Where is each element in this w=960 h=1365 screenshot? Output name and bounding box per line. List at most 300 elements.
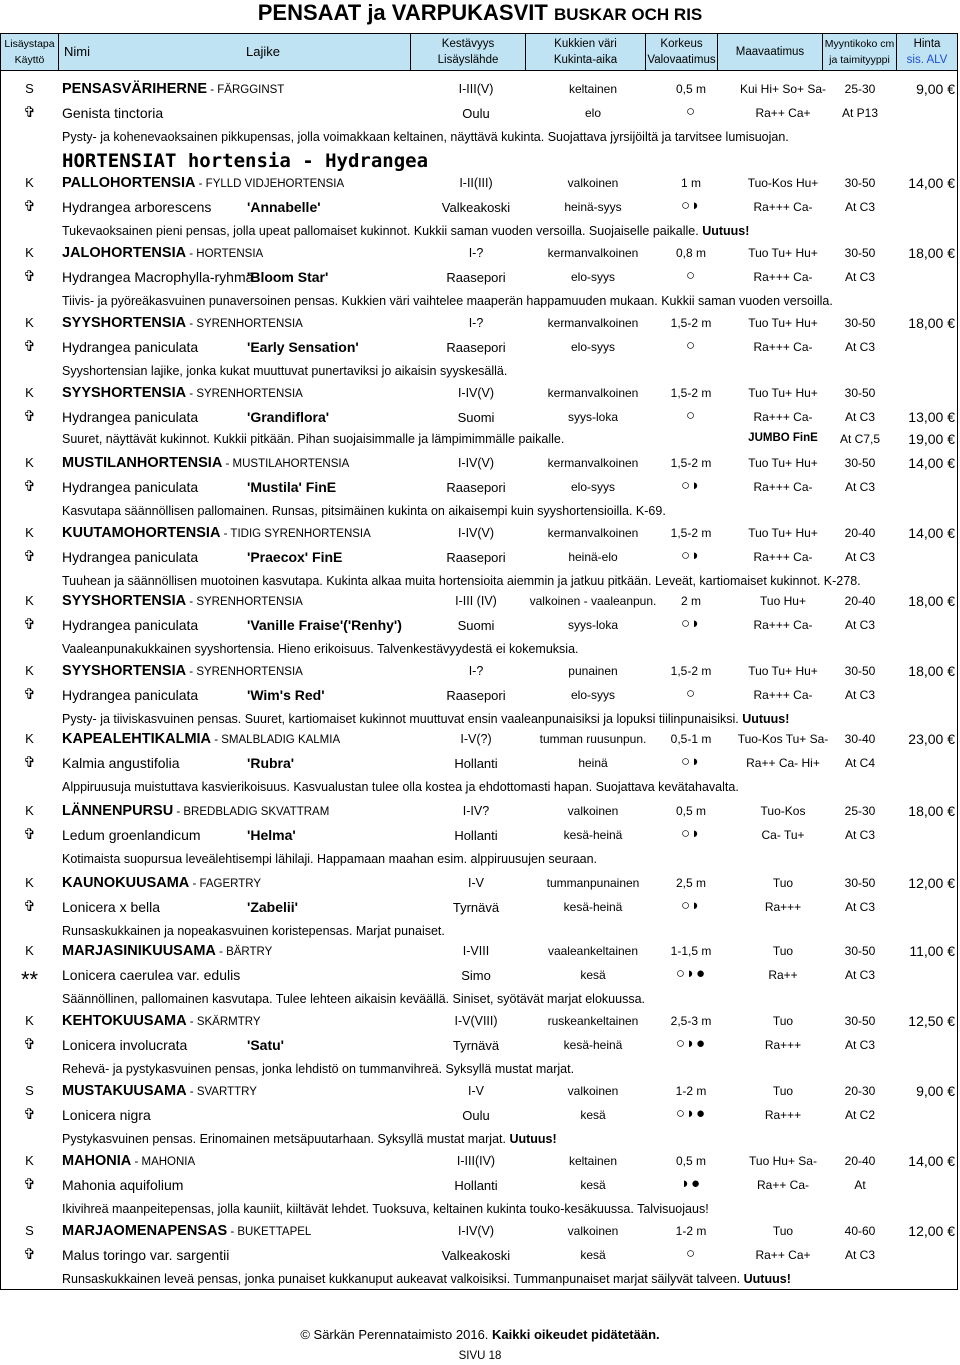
propagation-code: K — [25, 803, 34, 818]
bloom-time: kesä — [580, 1108, 606, 1122]
list-item — [1, 1103, 957, 1126]
flower-color: valkoinen - vaaleanpun. — [529, 594, 657, 608]
cultivar: 'Grandiflora' — [247, 409, 330, 425]
header-flower: Kukkien väri Kukinta-aika — [525, 34, 645, 70]
plant-name: KAPEALEHTIKALMIA - SMALBLADIG KALMIA — [62, 731, 341, 747]
soil-requirement-2: Ra++ Ca- Hi+ — [746, 756, 820, 770]
light-requirement-icon: ○◗ — [680, 615, 702, 632]
propagation-code: K — [25, 1013, 34, 1028]
plant-name: JALOHORTENSIA - HORTENSIA — [62, 245, 264, 261]
bloom-time: heinä-syys — [564, 200, 622, 214]
plant-type: At C3 — [844, 828, 875, 842]
plant-type: At C3 — [844, 270, 875, 284]
section-heading: HORTENSIAT hortensia - Hydrangea — [62, 150, 429, 172]
table-header — [0, 33, 958, 71]
soil-requirement-2: Ra+++ Ca- — [753, 550, 813, 564]
cultivar: 'Mustila' FinE — [247, 479, 337, 495]
plant-icon: ✞ — [23, 198, 36, 215]
propagation-source: Valkeakoski — [441, 1248, 511, 1263]
list-item — [1, 895, 957, 918]
plant-icon: ✞ — [23, 1246, 36, 1263]
bloom-time: kesä-heinä — [563, 1038, 623, 1052]
soil-requirement: Tuo Tu+ Hu+ — [748, 664, 818, 678]
bloom-time: syys-loka — [567, 618, 618, 632]
plant-table — [0, 71, 958, 1290]
sale-size: 30-50 — [844, 456, 876, 470]
propagation-code: K — [25, 943, 34, 958]
propagation-code: K — [25, 315, 34, 330]
soil-requirement: Kui Hi+ So+ Sa- — [739, 82, 827, 96]
propagation-source: Hollanti — [454, 756, 498, 771]
plant-icon: ✞ — [23, 1176, 36, 1193]
light-requirement-icon: ○◗● — [675, 965, 707, 982]
latin-name: Kalmia angustifolia — [62, 755, 180, 771]
propagation-source: Oulu — [462, 106, 490, 121]
flower-color: kermanvalkoinen — [547, 246, 639, 260]
plant-name: SYYSHORTENSIA - SYRENHORTENSIA — [62, 315, 303, 331]
propagation-code: K — [25, 525, 34, 540]
list-item — [1, 1079, 957, 1102]
plant-height: 1-1,5 m — [670, 944, 712, 958]
propagation-code: K — [25, 245, 34, 260]
light-requirement-icon: ○◗● — [675, 1035, 707, 1052]
plant-icon: ✞ — [23, 754, 36, 771]
soil-requirement-2: Ra++ Ca- — [756, 1178, 810, 1192]
hardiness: I-? — [468, 316, 484, 330]
propagation-code: S — [25, 1083, 34, 1098]
propagation-source: Oulu — [462, 1108, 490, 1123]
header-hardiness: Kestävyys Lisäyslähde — [410, 34, 525, 70]
plant-name: KEHTOKUUSAMA - SKÄRMTRY — [62, 1013, 261, 1029]
plant-height: 1,5-2 m — [670, 526, 712, 540]
propagation-source: Hollanti — [454, 828, 498, 843]
plant-height: 1,5-2 m — [670, 456, 712, 470]
description: Pysty- ja kohenevaoksainen pikkupensas, jolla voimakkaan keltainen, näyttävä kukinta. Suojattava jyrsijöiltä ja tarvitsee lumisuojan. — [62, 130, 789, 144]
flower-color: keltainen — [568, 82, 618, 96]
latin-name: Lonicera nigra — [62, 1107, 151, 1123]
soil-requirement-2: Ra+++ Ca- — [753, 618, 813, 632]
description-row — [1, 219, 957, 242]
description-row — [1, 499, 957, 522]
soil-requirement-2: Ca- Tu+ — [761, 828, 805, 842]
flower-color: ruskeankeltainen — [547, 1014, 639, 1028]
propagation-source: Hollanti — [454, 1178, 498, 1193]
hardiness: I-V(VIII) — [454, 1014, 498, 1028]
cultivar: 'Bloom Star' — [247, 269, 329, 285]
plant-height: 1-2 m — [675, 1224, 707, 1238]
description: Pystykasvuinen pensas. Erinomainen metsäpuutarhaan. Syksyllä mustat marjat. Uutuus! — [62, 1132, 557, 1146]
latin-name: Lonicera involucrata — [62, 1037, 188, 1053]
plant-height: 0,5-1 m — [670, 732, 712, 746]
plant-name: MUSTAKUUSAMA - SVARTTRY — [62, 1083, 257, 1099]
plant-type: At C3 — [844, 1248, 875, 1262]
page-number: SIVU 18 — [458, 1350, 502, 1362]
description: Tiivis- ja pyöreäkasvuinen punaversoinen pensas. Kukkien väri vaihtelee maaperän happamuuden mukaan. Kukkii saman vuoden versoilla. — [62, 294, 833, 308]
light-requirement-icon: ○ — [685, 103, 697, 120]
plant-type: At P13 — [841, 106, 879, 120]
hardiness: I-V — [468, 1084, 484, 1098]
plant-type: At C3 — [844, 550, 875, 564]
list-item — [1, 381, 957, 404]
latin-name: Ledum groenlandicum — [62, 827, 201, 843]
propagation-code: S — [25, 81, 34, 96]
soil-requirement-2: Ra+++ Ca- — [753, 340, 813, 354]
plant-type: At C4 — [844, 756, 875, 770]
price: 19,00 € — [908, 431, 955, 447]
price: 9,00 € — [916, 81, 955, 97]
sale-size: 30-50 — [844, 664, 876, 678]
list-item — [1, 1033, 957, 1056]
plant-type: At C3 — [844, 900, 875, 914]
hardiness: I-IV? — [462, 804, 490, 818]
hardiness: I-III(IV) — [456, 1154, 496, 1168]
hardiness: I-? — [468, 664, 484, 678]
header-name: Nimi — [58, 34, 240, 70]
description: Kotimaista suopursua leveälehtisempi lähilaji. Happamaan maahan esim. alppiruusujen seuraan. — [62, 852, 598, 866]
flower-color: kermanvalkoinen — [547, 526, 639, 540]
plant-icon: ✞ — [23, 616, 36, 633]
footer-copyright: © Särkän Perennataimisto 2016. — [300, 1327, 489, 1342]
plant-height: 2 m — [680, 594, 701, 608]
latin-name: Hydrangea paniculata — [62, 479, 199, 495]
flower-color: valkoinen — [567, 1224, 619, 1238]
list-item — [1, 799, 957, 822]
bloom-time: kesä-heinä — [563, 828, 623, 842]
light-requirement-icon: ○ — [685, 337, 697, 354]
plant-name: MUSTILANHORTENSIA - MUSTILAHORTENSIA — [62, 455, 350, 471]
cultivar: 'Rubra' — [247, 755, 295, 771]
hardiness: I-IV(V) — [457, 386, 495, 400]
cultivar: 'Zabelii' — [247, 899, 299, 915]
header-price: Hinta sis. ALV — [896, 34, 957, 70]
propagation-source: Raasepori — [446, 480, 506, 495]
propagation-source: Suomi — [457, 618, 495, 633]
plant-name: SYYSHORTENSIA - SYRENHORTENSIA — [62, 385, 303, 401]
flower-color: keltainen — [568, 1154, 618, 1168]
soil-requirement: Tuo Tu+ Hu+ — [748, 526, 818, 540]
price: 18,00 € — [908, 245, 955, 261]
description-row — [1, 987, 957, 1010]
list-item — [1, 1219, 957, 1242]
propagation-code: K — [25, 663, 34, 678]
description-row — [1, 637, 957, 660]
plant-name: LÄNNENPURSU - BREDBLADIG SKVATTRAM — [62, 803, 330, 819]
soil-requirement-2: Ra+++ Ca- — [753, 200, 813, 214]
price: 18,00 € — [908, 315, 955, 331]
list-item — [1, 1173, 957, 1196]
description: Tukevaoksainen pieni pensas, jolla upeat pallomaiset kukinnot. Kukkii saman vuoden versoilla. Suojaiselle paikalle. Uutuus! — [62, 224, 750, 238]
description: Vaaleanpunakukkainen syyshortensia. Hieno erikoisuus. Talvenkestävyydestä ei kokemuksia. — [62, 642, 579, 656]
soil-requirement: Tuo — [772, 944, 794, 958]
sale-size: 30-50 — [844, 246, 876, 260]
list-item — [1, 405, 957, 428]
list-item — [1, 683, 957, 706]
flower-color: kermanvalkoinen — [547, 316, 639, 330]
list-item — [1, 171, 957, 194]
soil-requirement: Tuo — [772, 1084, 794, 1098]
sale-size: 20-40 — [844, 526, 876, 540]
propagation-code: K — [25, 593, 34, 608]
plant-height: 1 m — [680, 176, 701, 190]
description: Runsaskukkainen ja nopeakasvuinen koristepensas. Marjat punaiset. — [62, 924, 445, 938]
plant-height: 2,5 m — [675, 876, 706, 890]
plant-height: 0,8 m — [675, 246, 706, 260]
flower-color: kermanvalkoinen — [547, 456, 639, 470]
latin-name: Hydrangea Macrophylla-ryhmä — [62, 269, 254, 285]
list-item — [1, 751, 957, 774]
sale-size: 20-30 — [844, 1084, 876, 1098]
header-method: Lisäystapa Käyttö — [4, 38, 55, 66]
bloom-time: kesä-heinä — [563, 900, 623, 914]
list-item — [1, 823, 957, 846]
soil-requirement-2: Ra+++ Ca- — [753, 688, 813, 702]
plant-name: MARJAOMENAPENSAS - BUKETTAPEL — [62, 1223, 312, 1239]
plant-height: 1,5-2 m — [670, 386, 712, 400]
sale-size: 30-50 — [844, 316, 876, 330]
propagation-source: Tyrnävä — [452, 900, 500, 915]
light-requirement-icon: ○◗ — [680, 825, 702, 842]
plant-name: PALLOHORTENSIA - FYLLD VIDJEHORTENSIA — [62, 175, 345, 191]
plant-icon: ✞ — [23, 826, 36, 843]
list-item — [1, 871, 957, 894]
plant-name: PENSASVÄRIHERNE - FÄRGGINST — [62, 81, 285, 97]
price: 18,00 € — [908, 593, 955, 609]
soil-requirement-2: Ra+++ Ca- — [753, 270, 813, 284]
cultivar: 'Helma' — [247, 827, 296, 843]
plant-height: 0,5 m — [675, 804, 706, 818]
plant-type: At C3 — [844, 410, 875, 424]
list-item — [1, 1009, 957, 1032]
bloom-time: elo-syys — [570, 480, 615, 494]
soil-requirement: Tuo Tu+ Hu+ — [748, 316, 818, 330]
description-row — [1, 1197, 957, 1220]
propagation-source: Raasepori — [446, 340, 506, 355]
soil-requirement-2: Ra++ — [768, 968, 798, 982]
hardiness: I-IV(V) — [457, 526, 495, 540]
bloom-time: elo-syys — [570, 340, 615, 354]
flower-color: tummanpunainen — [546, 876, 640, 890]
list-item — [1, 727, 957, 750]
description: Tuuhean ja säännöllisen muotoinen kasvutapa. Kukinta alkaa muita hortensioita aiemmin ja jatkuu pitkään. Leveät, kartiomaiset kukinnot. K-278. — [62, 574, 861, 588]
description: Alppiruusuja muistuttava kasvierikoisuus. Kasvualustan tulee olla kostea ja ehdottomasti hapan. Suojattava kevätahavalta. — [62, 780, 739, 794]
soil-requirement: Tuo Tu+ Hu+ — [748, 246, 818, 260]
propagation-source: Suomi — [457, 410, 495, 425]
description-row — [1, 125, 957, 148]
plant-name: SYYSHORTENSIA - SYRENHORTENSIA — [62, 663, 303, 679]
header-size: Myyntikoko cm ja taimityyppi — [822, 34, 896, 70]
description: Runsaskukkainen leveä pensas, jonka punaiset kukkanuput aukeavat valkoisiksi. Tummanpunaiset marjat säilyvät talveen. Uutuus! — [62, 1272, 791, 1286]
list-item — [1, 613, 957, 636]
light-requirement-icon: ○◗ — [680, 197, 702, 214]
list-item — [1, 659, 957, 682]
latin-name: Hydrangea paniculata — [62, 687, 199, 703]
cultivar: 'Praecox' FinE — [247, 549, 343, 565]
latin-name: Hydrangea paniculata — [62, 409, 199, 425]
plant-type: At C7,5 — [839, 432, 881, 446]
light-requirement-icon: ○ — [685, 1245, 697, 1262]
description-row — [1, 359, 957, 382]
list-item — [1, 311, 957, 334]
list-item — [1, 77, 957, 100]
bloom-time: kesä — [580, 1178, 606, 1192]
price: 23,00 € — [908, 731, 955, 747]
list-item — [1, 101, 957, 124]
light-requirement-icon: ◗● — [680, 1175, 702, 1192]
light-requirement-icon: ○◗ — [680, 897, 702, 914]
stars-marker: ** — [20, 967, 39, 992]
description: Syyshortensian lajike, jonka kukat muuttuvat punertaviksi jo aikaisin syyskesällä. — [62, 364, 508, 378]
price: 9,00 € — [916, 1083, 955, 1099]
light-requirement-icon: ○ — [685, 267, 697, 284]
hardiness: I-IV(V) — [457, 456, 495, 470]
description: Kasvutapa säännöllisen pallomainen. Runsas, pitsimäinen kukinta on aikaisempi kuin syyshortensioilla. K-69. — [62, 504, 666, 518]
sale-size: 30-50 — [844, 1014, 876, 1028]
price: 14,00 € — [908, 175, 955, 191]
plant-type: At C3 — [844, 340, 875, 354]
bloom-time: syys-loka — [567, 410, 618, 424]
propagation-source: Simo — [461, 968, 491, 983]
plant-name: KUUTAMOHORTENSIA - TIDIG SYRENHORTENSIA — [62, 525, 371, 541]
plant-icon: ✞ — [23, 548, 36, 565]
soil-requirement: Tuo-Kos Tu+ Sa- — [737, 732, 829, 746]
soil-requirement: Tuo Hu+ Sa- — [749, 1154, 817, 1168]
price: 12,00 € — [908, 875, 955, 891]
price: 18,00 € — [908, 663, 955, 679]
sale-size: 30-50 — [844, 386, 876, 400]
price: 18,00 € — [908, 803, 955, 819]
plant-icon: ✞ — [23, 408, 36, 425]
sale-size: 25-30 — [844, 804, 876, 818]
soil-requirement-2: Ra+++ — [764, 1038, 802, 1052]
hardiness: I-V(?) — [460, 732, 492, 746]
description-row — [1, 847, 957, 870]
price: 14,00 € — [908, 525, 955, 541]
latin-name: Hydrangea arborescens — [62, 199, 212, 215]
light-requirement-icon: ○ — [685, 407, 697, 424]
header-variety: Lajike — [246, 44, 280, 59]
light-requirement-icon: ○◗ — [680, 547, 702, 564]
propagation-code: K — [25, 385, 34, 400]
list-item — [1, 335, 957, 358]
plant-icon: ✞ — [23, 1036, 36, 1053]
plant-name: MARJASINIKUUSAMA - BÄRTRY — [62, 943, 273, 959]
description: Ikivihreä maanpeitepensas, jolla kauniit, kiiltävät lehdet. Tuoksuva, keltainen kukinta touko-kesäkuussa. Talvisuojaus! — [62, 1202, 709, 1216]
plant-icon: ✞ — [23, 898, 36, 915]
description-row — [1, 1127, 957, 1150]
flower-color: valkoinen — [567, 1084, 619, 1098]
list-item — [1, 963, 957, 992]
description-row — [1, 1057, 957, 1080]
jumbo-label: JUMBO FinE — [748, 432, 818, 444]
latin-name: Lonicera x bella — [62, 899, 161, 915]
propagation-code: K — [25, 875, 34, 890]
bloom-time: kesä — [580, 968, 606, 982]
soil-requirement-2: Ra+++ Ca- — [753, 410, 813, 424]
flower-color: tumman ruusunpun. — [539, 732, 647, 746]
plant-height: 1,5-2 m — [670, 664, 712, 678]
plant-height: 1-2 m — [675, 1084, 707, 1098]
list-item — [1, 939, 957, 962]
soil-requirement-2: Ra+++ Ca- — [753, 480, 813, 494]
description: Pysty- ja tiiviskasvuinen pensas. Suuret, kartiomaiset kukinnot muuttuvat ensin vaaleanpunaisiksi ja lopuksi tiilinpunaisiksi. Uutuus! — [62, 712, 790, 726]
footer-rights: Kaikki oikeudet pidätetään. — [492, 1327, 660, 1342]
list-item — [1, 1243, 957, 1266]
soil-requirement-2: Ra+++ — [764, 1108, 802, 1122]
latin-name: Hydrangea paniculata — [62, 617, 199, 633]
sale-size: 30-40 — [844, 732, 876, 746]
cultivar: 'Annabelle' — [247, 199, 321, 215]
header-soil: Maavaatimus — [717, 34, 822, 70]
light-requirement-icon: ○◗ — [680, 753, 702, 770]
plant-name: KAUNOKUUSAMA - FAGERTRY — [62, 875, 262, 891]
title-swedish: BUSKAR OCH RIS — [553, 5, 703, 24]
latin-name: Genista tinctoria — [62, 105, 164, 121]
sale-size: 30-50 — [844, 944, 876, 958]
light-requirement-icon: ○◗● — [675, 1105, 707, 1122]
propagation-code: K — [25, 731, 34, 746]
soil-requirement-2: Ra++ Ca+ — [755, 106, 811, 120]
plant-type: At C3 — [844, 1038, 875, 1052]
latin-name: Malus toringo var. sargentii — [62, 1247, 230, 1263]
list-item — [1, 521, 957, 544]
description: Suuret, näyttävät kukinnot. Kukkii pitkään. Pihan suojaisimmalle ja lämpimimmälle paikalle. — [62, 432, 565, 446]
list-item — [1, 1149, 957, 1172]
propagation-source: Valkeakoski — [441, 200, 511, 215]
propagation-code: S — [25, 1223, 34, 1238]
plant-icon: ✞ — [23, 478, 36, 495]
soil-requirement-2: Ra++ Ca+ — [755, 1248, 811, 1262]
soil-requirement-2: Ra+++ — [764, 900, 802, 914]
bloom-time: heinä — [578, 756, 608, 770]
bloom-time: kesä — [580, 1248, 606, 1262]
plant-icon: ✞ — [23, 1106, 36, 1123]
description: Rehevä- ja pystykasvuinen pensas, jonka lehdistö on tummanvihreä. Syksyllä mustat marjat. — [62, 1062, 575, 1076]
propagation-code: K — [25, 455, 34, 470]
plant-icon: ✞ — [23, 268, 36, 285]
bloom-time: elo-syys — [570, 688, 615, 702]
bloom-time: elo — [584, 106, 601, 120]
list-item — [1, 545, 957, 568]
flower-color: punainen — [568, 664, 618, 678]
description-row — [1, 1267, 957, 1290]
hardiness: I-VIII — [462, 944, 490, 958]
description-row — [1, 289, 957, 312]
propagation-source: Raasepori — [446, 688, 506, 703]
latin-name: Hydrangea paniculata — [62, 339, 199, 355]
hardiness: I-III (IV) — [455, 594, 497, 608]
plant-type: At C3 — [844, 968, 875, 982]
propagation-code: K — [25, 1153, 34, 1168]
price: 14,00 € — [908, 1153, 955, 1169]
sale-size: 40-60 — [844, 1224, 876, 1238]
plant-type: At C2 — [844, 1108, 875, 1122]
propagation-source: Tyrnävä — [452, 1038, 500, 1053]
hardiness: I-V — [468, 876, 484, 890]
price: 14,00 € — [908, 455, 955, 471]
list-item — [1, 195, 957, 218]
list-item — [1, 451, 957, 474]
plant-height: 0,5 m — [675, 82, 706, 96]
hardiness: I-II(III) — [459, 176, 493, 190]
plant-icon: ✞ — [23, 686, 36, 703]
footer — [0, 1327, 960, 1342]
propagation-source: Raasepori — [446, 550, 506, 565]
flower-color: kermanvalkoinen — [547, 386, 639, 400]
soil-requirement: Tuo Hu+ — [760, 594, 806, 608]
soil-requirement: Tuo — [772, 876, 794, 890]
plant-type: At C3 — [844, 688, 875, 702]
plant-height: 2,5-3 m — [670, 1014, 712, 1028]
